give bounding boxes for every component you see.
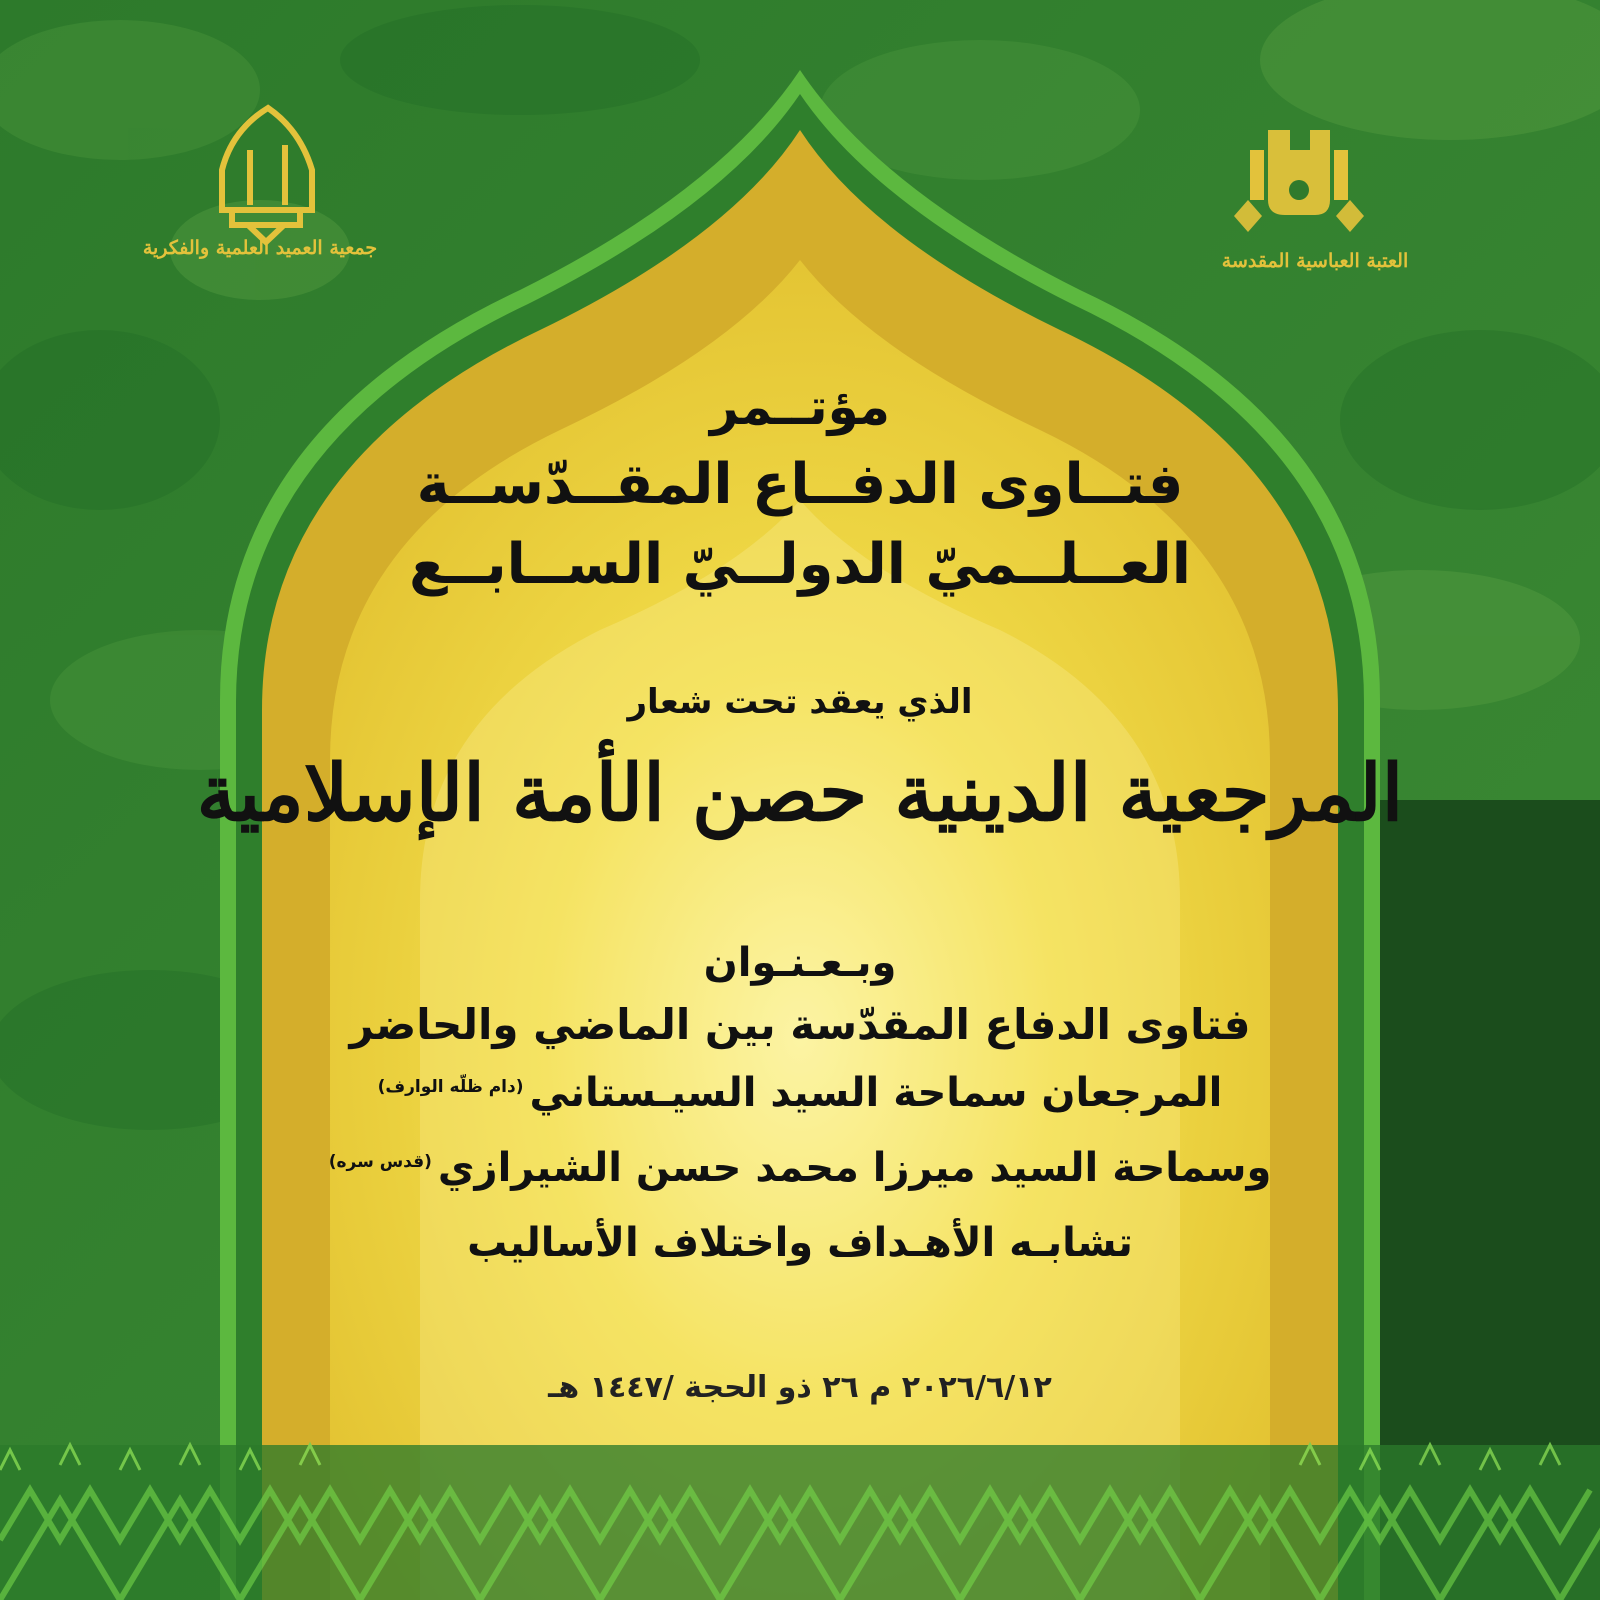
slogan: المرجعية الدينية حصن الأمة الإسلامية [196,748,1404,839]
topic-text: فتاوى الدفاع المقدّسة بين الماضي والحاضر [349,1000,1251,1049]
scholar-line-2 [0,1145,1600,1191]
subtopic-line: تشابـه الأهـداف واختلاف الأساليب [467,1220,1133,1266]
title-line-2: فتــاوى الدفــاع المقــدّســة [416,452,1184,517]
scholar-line-2-note: (قدس سره) [328,1151,432,1172]
scholar-line-1-text: المرجعان سماحة السيد السيـستاني [529,1070,1223,1116]
left-logo-caption: جمعية العميد العلمية والفكرية [142,237,378,259]
topic-heading: وبـعـنـوان [703,940,897,986]
scholar-line-1-note: (دام ظلّه الوارف) [377,1076,524,1097]
title-line-3: العــلــميّ الدولــيّ الســابــع [409,532,1191,597]
bottom-pattern [0,1445,1600,1600]
date-line: ٢٠٢٦/٦/١٢ م ٢٦ ذو الحجة /١٤٤٧ هـ [548,1370,1052,1405]
scholar-line-1 [0,1070,1600,1116]
scholar-line-2-text: وسماحة السيد ميرزا محمد حسن الشيرازي [437,1145,1272,1191]
right-logo-caption: العتبة العباسية المقدسة [1221,250,1409,272]
subtitle: الذي يعقد تحت شعار [627,682,973,722]
title-line-1: مؤتــمر [710,378,890,436]
